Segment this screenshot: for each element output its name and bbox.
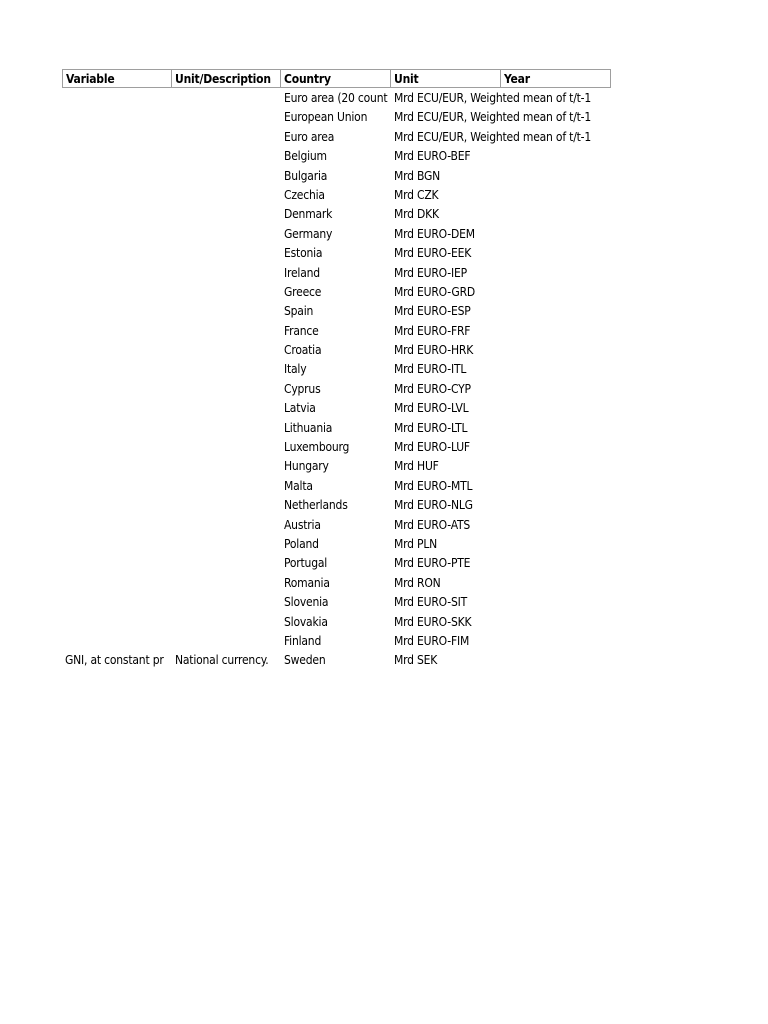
cell-unit-description[interactable] (172, 496, 281, 515)
cell-variable[interactable] (62, 147, 172, 166)
table-row (62, 651, 611, 670)
cell-variable[interactable]: GNI, at constant pr (65, 653, 164, 668)
cell-country[interactable]: European Union (284, 110, 368, 125)
table-row (62, 322, 611, 341)
cell-variable[interactable] (62, 341, 172, 360)
cell-variable[interactable] (62, 496, 172, 515)
table-row (62, 244, 611, 263)
cell-variable[interactable] (62, 108, 172, 127)
table-row (62, 186, 611, 205)
cell-variable[interactable] (62, 302, 172, 321)
cell-variable[interactable] (62, 632, 172, 651)
spreadsheet-table (62, 69, 611, 671)
cell-unit-description[interactable] (172, 632, 281, 651)
cell-variable[interactable] (62, 593, 172, 612)
cell-variable[interactable] (62, 438, 172, 457)
cell-country[interactable]: Spain (284, 304, 314, 319)
cell-variable[interactable] (62, 516, 172, 535)
cell-unit[interactable]: Mrd BGN (394, 168, 441, 183)
table-row (62, 128, 611, 147)
cell-unit-description[interactable] (172, 128, 281, 147)
cell-unit[interactable]: Mrd EURO-HRK (394, 343, 474, 358)
cell-unit-description[interactable] (172, 205, 281, 224)
cell-country[interactable]: Euro area (20 count (284, 91, 388, 105)
table-row (62, 225, 611, 244)
cell-unit[interactable]: Mrd EURO-ITL (394, 362, 467, 377)
cell-unit-description[interactable] (172, 341, 281, 360)
cell-unit-description[interactable] (172, 535, 281, 554)
cell-country[interactable]: Luxembourg (284, 440, 350, 455)
cell-unit[interactable]: Mrd ECU/EUR, Weighted mean of t/t-1 (394, 110, 592, 125)
cell-country[interactable]: Sweden (284, 653, 326, 668)
cell-unit[interactable]: Mrd EURO-BEF (394, 149, 471, 164)
column-header-year[interactable]: Year (501, 69, 611, 88)
cell-unit[interactable]: Mrd EURO-NLG (394, 498, 473, 513)
cell-unit-description[interactable] (172, 399, 281, 418)
cell-unit-description[interactable] (172, 147, 281, 166)
table-row (62, 205, 611, 224)
table-row (62, 341, 611, 360)
cell-variable[interactable] (62, 360, 172, 379)
cell-unit-description[interactable] (172, 108, 281, 127)
cell-unit-description[interactable] (172, 283, 281, 302)
cell-variable[interactable] (62, 167, 172, 186)
cell-variable[interactable] (62, 264, 172, 283)
cell-variable[interactable] (62, 186, 172, 205)
cell-country[interactable]: France (284, 323, 319, 338)
table-row (62, 457, 611, 476)
cell-country[interactable]: Poland (284, 536, 319, 551)
cell-unit-description[interactable] (172, 613, 281, 632)
cell-country[interactable]: Romania (284, 575, 330, 590)
cell-unit[interactable]: Mrd EURO-PTE (394, 556, 471, 571)
cell-unit[interactable]: Mrd EURO-ESP (394, 304, 471, 319)
cell-unit-description[interactable] (172, 225, 281, 244)
cell-country[interactable]: Latvia (284, 401, 316, 416)
cell-country[interactable]: Denmark (284, 207, 333, 222)
table-row (62, 380, 611, 399)
cell-unit-description[interactable] (172, 593, 281, 612)
cell-unit[interactable]: Mrd HUF (394, 459, 439, 474)
cell-country[interactable]: Slovenia (284, 595, 329, 610)
cell-variable[interactable] (62, 399, 172, 418)
table-row (62, 613, 611, 632)
cell-unit[interactable]: Mrd EURO-ATS (394, 517, 471, 532)
cell-unit-description[interactable] (172, 167, 281, 186)
cell-unit-description[interactable] (172, 322, 281, 341)
cell-country[interactable]: Italy (284, 362, 307, 377)
table-row (62, 632, 611, 651)
cell-variable[interactable] (62, 380, 172, 399)
table-row (62, 264, 611, 283)
cell-country[interactable]: Austria (284, 517, 321, 532)
cell-unit[interactable]: Mrd EURO-DEM (394, 226, 475, 241)
cell-country[interactable]: Malta (284, 478, 313, 493)
table-header-row (62, 69, 611, 89)
cell-unit[interactable]: Mrd EURO-CYP (394, 381, 471, 396)
cell-variable[interactable] (62, 128, 172, 147)
cell-unit-description[interactable] (172, 419, 281, 438)
table-row (62, 554, 611, 573)
table-row (62, 419, 611, 438)
cell-variable[interactable] (62, 613, 172, 632)
cell-variable[interactable] (62, 554, 172, 573)
column-header-unit-description[interactable]: Unit/Description (172, 69, 281, 88)
cell-unit-description[interactable] (172, 264, 281, 283)
table-row (62, 593, 611, 612)
cell-unit[interactable]: Mrd PLN (394, 536, 438, 551)
cell-variable[interactable] (62, 225, 172, 244)
column-header-variable[interactable]: Variable (62, 69, 172, 88)
cell-unit[interactable]: Mrd EURO-LUF (394, 440, 470, 455)
cell-unit-description[interactable] (172, 457, 281, 476)
cell-country[interactable]: Estonia (284, 246, 323, 261)
cell-country[interactable]: Hungary (284, 459, 329, 474)
table-row (62, 535, 611, 554)
cell-unit-description[interactable] (172, 380, 281, 399)
cell-variable[interactable] (62, 322, 172, 341)
table-row (62, 302, 611, 321)
table-row (62, 147, 611, 166)
cell-variable[interactable] (62, 283, 172, 302)
table-row (62, 438, 611, 457)
cell-country[interactable]: Netherlands (284, 498, 348, 513)
cell-unit[interactable]: Mrd EURO-LTL (394, 420, 468, 435)
cell-unit[interactable]: Mrd CZK (394, 187, 439, 202)
table-row (62, 360, 611, 379)
cell-country[interactable]: Czechia (284, 187, 325, 202)
table-row (62, 516, 611, 535)
cell-variable[interactable] (62, 535, 172, 554)
cell-variable[interactable] (62, 205, 172, 224)
cell-unit-description[interactable] (172, 360, 281, 379)
cell-unit-description[interactable] (172, 186, 281, 205)
cell-unit[interactable]: Mrd EURO-SIT (394, 595, 468, 610)
cell-variable[interactable] (62, 457, 172, 476)
cell-variable[interactable] (62, 419, 172, 438)
cell-country[interactable]: Finland (284, 633, 322, 648)
cell-unit[interactable]: Mrd EURO-FIM (394, 633, 470, 648)
cell-unit[interactable]: Mrd EURO-LVL (394, 401, 469, 416)
cell-unit[interactable]: Mrd EURO-FRF (394, 323, 471, 338)
cell-country[interactable]: Ireland (284, 265, 320, 280)
cell-unit-description[interactable] (172, 244, 281, 263)
cell-unit[interactable]: Mrd EURO-MTL (394, 478, 473, 493)
cell-unit[interactable]: Mrd RON (394, 575, 441, 590)
table-row (62, 283, 611, 302)
cell-country[interactable]: Croatia (284, 343, 322, 358)
table-row (62, 108, 611, 127)
cell-unit-description[interactable] (172, 438, 281, 457)
cell-variable[interactable] (62, 477, 172, 496)
cell-country[interactable]: Euro area (284, 129, 335, 144)
cell-variable[interactable] (62, 244, 172, 263)
column-header-country[interactable]: Country (281, 69, 391, 88)
table-row (62, 89, 611, 108)
cell-unit[interactable]: Mrd SEK (394, 653, 438, 668)
table-row (62, 477, 611, 496)
cell-country[interactable]: Germany (284, 226, 333, 241)
cell-unit[interactable]: Mrd EURO-GRD (394, 284, 475, 299)
cell-country[interactable]: Greece (284, 284, 322, 299)
cell-country[interactable]: Bulgaria (284, 168, 328, 183)
cell-country[interactable]: Belgium (284, 149, 327, 164)
cell-country[interactable]: Portugal (284, 556, 328, 571)
cell-unit[interactable]: Mrd EURO-IEP (394, 265, 467, 280)
cell-unit[interactable]: Mrd EURO-EEK (394, 246, 472, 261)
cell-unit[interactable]: Mrd ECU/EUR, Weighted mean of t/t-1 (394, 129, 592, 144)
column-header-unit[interactable]: Unit (391, 69, 501, 88)
table-row (62, 574, 611, 593)
cell-variable[interactable] (62, 89, 172, 108)
table-row (62, 399, 611, 418)
cell-unit-description[interactable] (172, 302, 281, 321)
table-row (62, 167, 611, 186)
cell-unit-description[interactable] (172, 477, 281, 496)
cell-unit[interactable]: Mrd ECU/EUR, Weighted mean of t/t-1 (394, 91, 592, 105)
cell-unit-description[interactable] (172, 574, 281, 593)
cell-country[interactable]: Lithuania (284, 420, 333, 435)
cell-unit-description[interactable] (172, 554, 281, 573)
table-row (62, 496, 611, 515)
cell-country[interactable]: Slovakia (284, 614, 328, 629)
cell-unit[interactable]: Mrd EURO-SKK (394, 614, 472, 629)
cell-unit-description[interactable] (172, 516, 281, 535)
cell-country[interactable]: Cyprus (284, 381, 321, 396)
cell-variable[interactable] (62, 574, 172, 593)
cell-unit-description[interactable]: National currency. (175, 653, 269, 668)
cell-unit[interactable]: Mrd DKK (394, 207, 439, 222)
table-body (62, 89, 611, 671)
cell-unit-description[interactable] (172, 89, 281, 108)
